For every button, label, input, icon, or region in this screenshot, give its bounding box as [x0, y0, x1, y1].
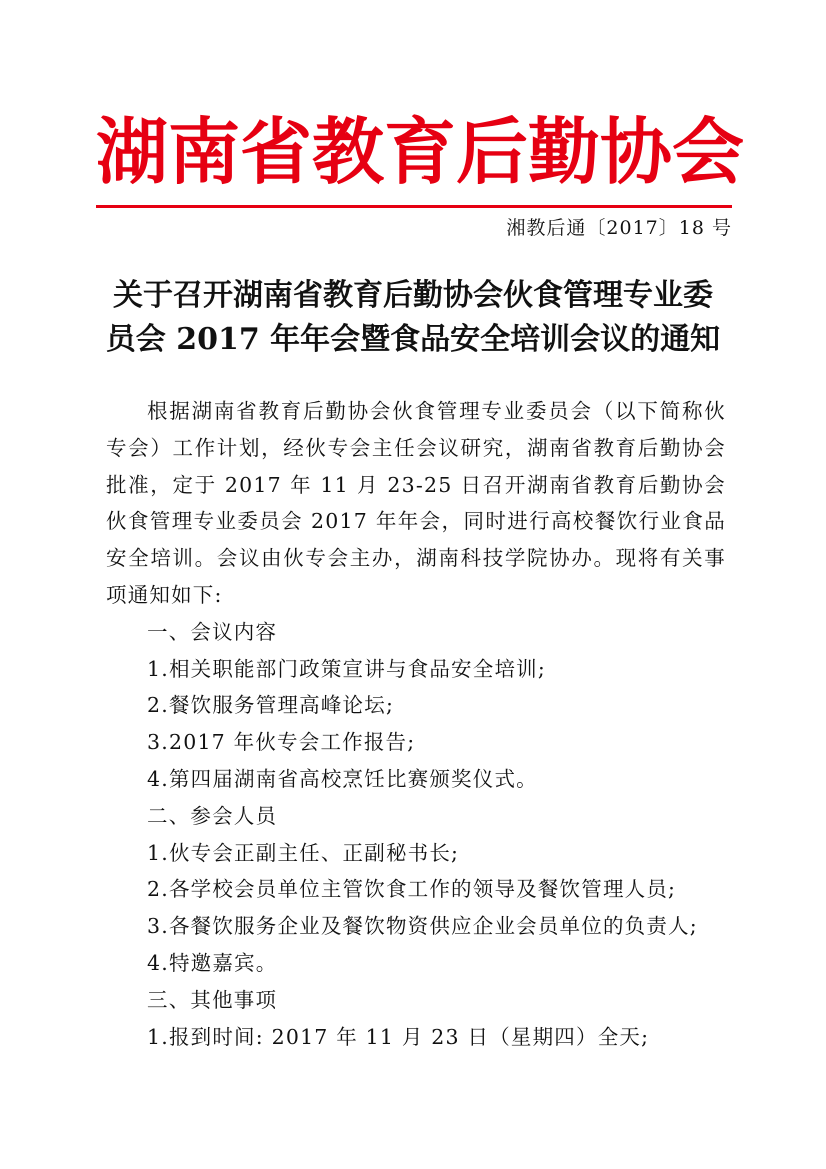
document-number: 湘教后通〔2017〕18 号 — [506, 217, 732, 239]
section-heading-other-matters: 三、其他事项 — [147, 987, 278, 1012]
document-title — [90, 274, 736, 362]
section-heading-attendees: 二、参会人员 — [147, 803, 278, 828]
section-heading-meeting-content: 一、会议内容 — [147, 619, 278, 644]
title-line-1: 关于召开湖南省教育后勤协会伙食管理专业委 — [113, 278, 713, 313]
list-item: 3.各餐饮服务企业及餐饮物资供应企业会员单位的负责人; — [147, 914, 698, 939]
intro-paragraph: 根据湖南省教育后勤协会伙食管理专业委员会（以下简称伙专会）工作计划，经伙专会主任会议研究，湖南省教育后勤协会批准，定于 2017 年 11 月 23-25 日召开湖南省教育后勤协会伙食管理专业委员会 2017 年年会，同时进行高校餐饮行业食品安全培训。会议由伙专会主办，湖南科技学院协办。现将有关事项通知如下: — [106, 399, 726, 607]
list-item: 3.2017 年伙专会工作报告; — [147, 730, 416, 755]
list-item: 4.第四届湖南省高校烹饪比赛颁奖仪式。 — [147, 766, 538, 791]
list-item: 1.伙专会正副主任、正副秘书长; — [147, 840, 460, 865]
list-item: 1.相关职能部门政策宣讲与食品安全培训; — [147, 656, 546, 681]
list-item: 4.特邀嘉宾。 — [147, 950, 278, 975]
title-line-2: 员会 2017 年年会暨食品安全培训会议的通知 — [105, 322, 721, 357]
list-item: 2.餐饮服务管理高峰论坛; — [147, 693, 395, 718]
list-item: 1.报到时间: 2017 年 11 月 23 日（星期四）全天; — [147, 1024, 650, 1049]
document-body — [106, 393, 726, 1055]
organization-letterhead: 湖南省教育后勤协会 — [96, 110, 745, 194]
list-item: 2.各学校会员单位主管饮食工作的领导及餐饮管理人员; — [147, 877, 677, 902]
letterhead-red-rule — [96, 205, 732, 208]
